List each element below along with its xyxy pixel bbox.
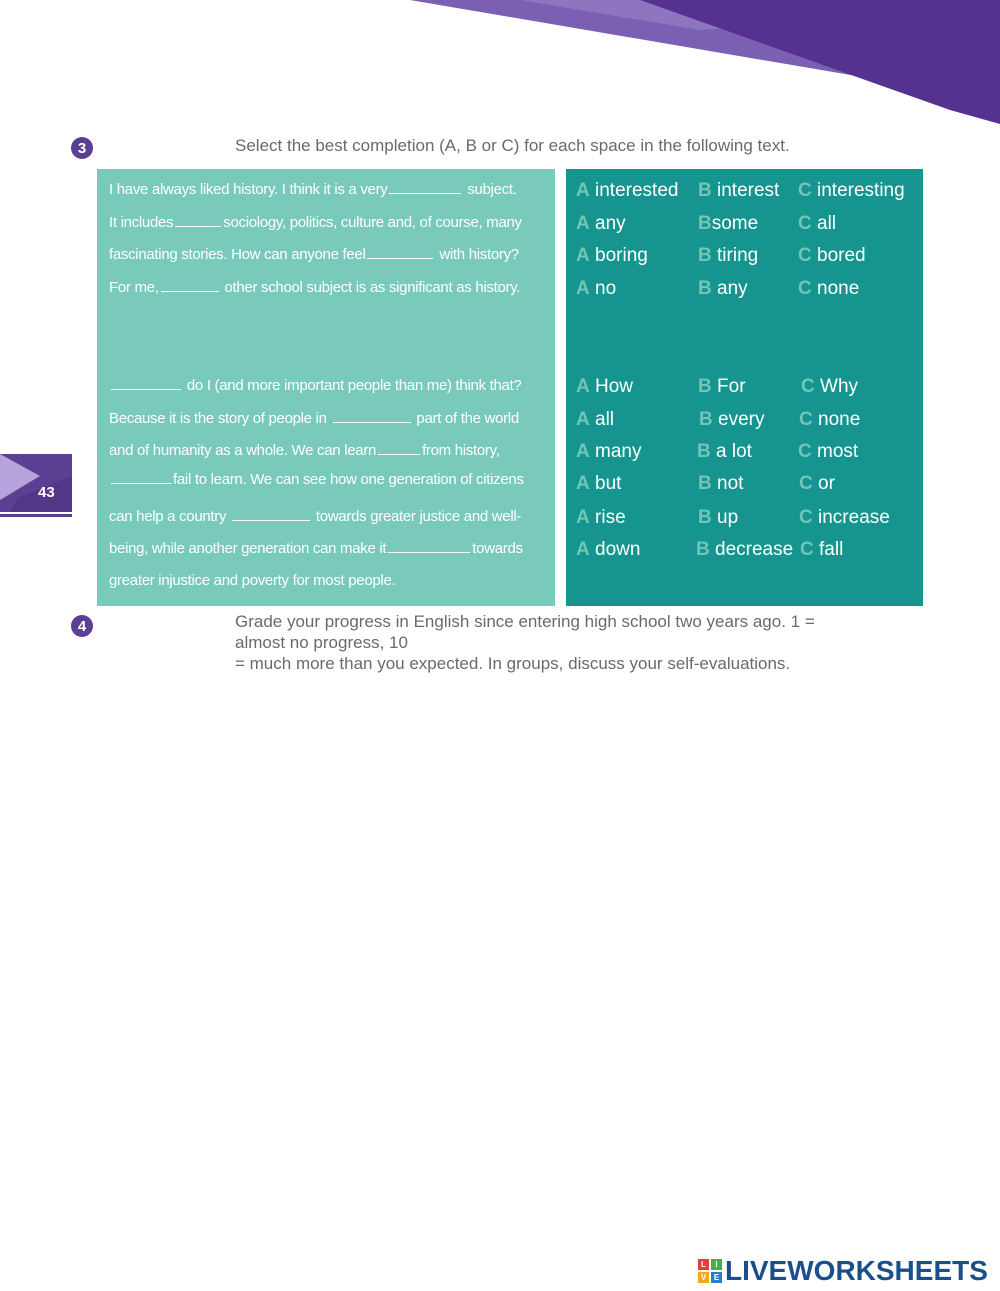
passage-text: from history,	[422, 442, 500, 459]
option-letter: C	[801, 376, 815, 397]
logo-square-v: V	[698, 1272, 709, 1283]
option-c[interactable]	[800, 539, 843, 561]
option-c[interactable]	[799, 507, 890, 529]
answer-blank[interactable]	[111, 471, 171, 484]
option-word: all	[817, 213, 837, 234]
option-letter: A	[576, 180, 590, 201]
option-b[interactable]	[699, 409, 764, 431]
passage-line	[109, 572, 395, 589]
option-word: interest	[717, 180, 780, 201]
passage-text: greater injustice and poverty for most people.	[109, 572, 396, 589]
option-word: none	[817, 278, 860, 299]
passage-text: towards	[472, 540, 523, 557]
option-a[interactable]	[576, 245, 648, 267]
passage-text: can help a country	[109, 508, 231, 525]
option-b[interactable]	[698, 245, 758, 267]
answer-blank[interactable]	[111, 377, 181, 390]
passage-line	[109, 279, 520, 296]
exercise-4-instruction-line-1: Grade your progress in English since entering high school two years ago. 1 =	[235, 612, 815, 631]
option-row	[566, 278, 923, 302]
passage-text: do I (and more important people than me) think that?	[183, 377, 522, 394]
option-word: tiring	[717, 245, 759, 266]
option-word: every	[718, 409, 765, 430]
answer-blank[interactable]	[388, 540, 470, 553]
option-a[interactable]	[576, 473, 621, 495]
passage-text: fascinating stories. How can anyone feel	[109, 246, 366, 263]
option-a[interactable]	[576, 507, 626, 529]
exercise-4-instruction-line-3: = much more than you expected. In groups, discuss your self-evaluations.	[235, 654, 791, 673]
passage-text: subject.	[463, 181, 517, 198]
exercise-4-number: 4	[71, 615, 93, 637]
option-a[interactable]	[576, 278, 616, 300]
option-c[interactable]	[798, 180, 905, 202]
option-word: increase	[818, 507, 890, 528]
option-word: but	[595, 473, 622, 494]
option-row	[566, 507, 923, 531]
options-panel	[566, 169, 923, 606]
option-a[interactable]	[576, 539, 640, 561]
option-letter: B	[698, 507, 712, 528]
option-a[interactable]	[576, 213, 626, 235]
logo-square-l: L	[698, 1259, 709, 1270]
option-c[interactable]	[798, 441, 858, 463]
answer-blank[interactable]	[232, 508, 310, 521]
option-row	[566, 213, 923, 237]
option-row	[566, 180, 923, 204]
option-c[interactable]	[798, 245, 866, 267]
option-letter: A	[576, 441, 590, 462]
option-word: all	[595, 409, 615, 430]
answer-blank[interactable]	[367, 246, 433, 259]
option-word: any	[717, 278, 748, 299]
option-word: not	[717, 473, 744, 494]
passage-text: sociology, politics, culture and, of course, many	[223, 214, 522, 231]
option-word: many	[595, 441, 642, 462]
option-b[interactable]	[698, 180, 779, 202]
option-word: or	[818, 473, 835, 494]
exercise-3-instruction: Select the best completion (A, B or C) for each space in the following text.	[235, 136, 790, 155]
option-letter: B	[698, 213, 712, 234]
passage-line	[109, 246, 519, 263]
logo-text: LIVEWORKSHEETS	[725, 1255, 988, 1286]
passage-panel	[97, 169, 555, 606]
page-number-tab	[0, 454, 72, 518]
exercise-4-instruction-line-2: almost no progress, 10	[235, 633, 408, 652]
option-b[interactable]	[698, 376, 746, 398]
option-letter: C	[798, 441, 812, 462]
passage-text: Because it is the story of people in	[109, 410, 331, 427]
option-letter: A	[576, 376, 590, 397]
passage-line	[109, 508, 521, 525]
option-letter: B	[698, 180, 712, 201]
passage-text: fail to learn. We can see how one generation of citizens	[173, 471, 524, 488]
option-letter: A	[576, 473, 590, 494]
option-letter: B	[697, 441, 711, 462]
option-b[interactable]	[697, 441, 752, 463]
option-letter: B	[698, 473, 712, 494]
option-letter: A	[576, 409, 590, 430]
option-word: down	[595, 539, 641, 560]
option-c[interactable]	[799, 473, 835, 495]
option-letter: C	[798, 278, 812, 299]
option-b[interactable]	[698, 278, 748, 300]
page-number: 43	[38, 484, 55, 501]
option-letter: C	[798, 213, 812, 234]
option-b[interactable]	[696, 539, 793, 561]
option-word: bored	[817, 245, 866, 266]
option-word: decrease	[715, 539, 794, 560]
option-word: For	[717, 376, 746, 397]
option-row	[566, 245, 923, 269]
option-a[interactable]	[576, 441, 641, 463]
option-word: interesting	[817, 180, 905, 201]
option-row	[566, 539, 923, 563]
header-decoration	[0, 0, 1000, 130]
option-word: Why	[820, 376, 859, 397]
option-letter: A	[576, 245, 590, 266]
option-word: no	[595, 278, 617, 299]
option-c[interactable]	[801, 376, 858, 398]
option-letter: A	[576, 539, 590, 560]
option-letter: C	[798, 245, 812, 266]
option-letter: C	[798, 180, 812, 201]
option-a[interactable]	[576, 376, 633, 398]
option-row	[566, 376, 923, 400]
passage-text: with history?	[435, 246, 519, 263]
option-row	[566, 473, 923, 497]
option-word: fall	[819, 539, 844, 560]
passage-line	[109, 214, 522, 231]
option-letter: A	[576, 507, 590, 528]
answer-blank[interactable]	[378, 442, 420, 455]
option-c[interactable]	[799, 409, 860, 431]
option-word: interested	[595, 180, 679, 201]
option-letter: C	[799, 507, 813, 528]
option-b[interactable]	[698, 507, 738, 529]
passage-text: It includes	[109, 214, 174, 231]
option-letter: B	[698, 376, 712, 397]
option-word: a lot	[716, 441, 752, 462]
option-b[interactable]	[698, 473, 743, 495]
option-row	[566, 409, 923, 433]
logo-square-i: I	[711, 1259, 722, 1270]
option-word: How	[595, 376, 634, 397]
exercise-3-number: 3	[71, 137, 93, 159]
passage-line	[109, 181, 517, 198]
passage-text: being, while another generation can make it	[109, 540, 387, 557]
option-word: rise	[595, 507, 626, 528]
passage-text: and of humanity as a whole. We can learn	[109, 442, 377, 459]
option-word: most	[817, 441, 859, 462]
liveworksheets-logo	[698, 1254, 988, 1288]
passage-text: towards greater justice and well-	[312, 508, 522, 525]
passage-line	[109, 442, 500, 459]
option-letter: C	[800, 539, 814, 560]
answer-blank[interactable]	[161, 279, 219, 292]
option-letter: A	[576, 278, 590, 299]
passage-line	[109, 540, 523, 557]
answer-blank[interactable]	[333, 410, 411, 423]
answer-blank[interactable]	[175, 214, 221, 227]
option-letter: C	[799, 473, 813, 494]
option-word: any	[595, 213, 626, 234]
option-b[interactable]	[698, 213, 758, 235]
option-word: none	[818, 409, 861, 430]
option-letter: A	[576, 213, 590, 234]
passage-text: part of the world	[412, 410, 519, 427]
passage-text: For me,	[109, 279, 159, 296]
passage-line	[109, 377, 521, 394]
option-c[interactable]	[798, 213, 836, 235]
logo-square-e: E	[711, 1272, 722, 1283]
option-letter: B	[699, 409, 713, 430]
option-a[interactable]	[576, 180, 678, 202]
passage-text: other school subject is as significant as history.	[220, 279, 521, 296]
option-c[interactable]	[798, 278, 859, 300]
answer-blank[interactable]	[389, 181, 461, 194]
option-letter: B	[698, 245, 712, 266]
option-letter: B	[696, 539, 710, 560]
option-row	[566, 441, 923, 465]
option-word: some	[711, 213, 759, 234]
option-a[interactable]	[576, 409, 614, 431]
option-word: boring	[595, 245, 648, 266]
passage-line	[109, 471, 524, 488]
option-letter: C	[799, 409, 813, 430]
passage-line	[109, 410, 519, 427]
option-word: up	[717, 507, 739, 528]
passage-text: I have always liked history. I think it is a very	[109, 181, 388, 198]
option-letter: B	[698, 278, 712, 299]
